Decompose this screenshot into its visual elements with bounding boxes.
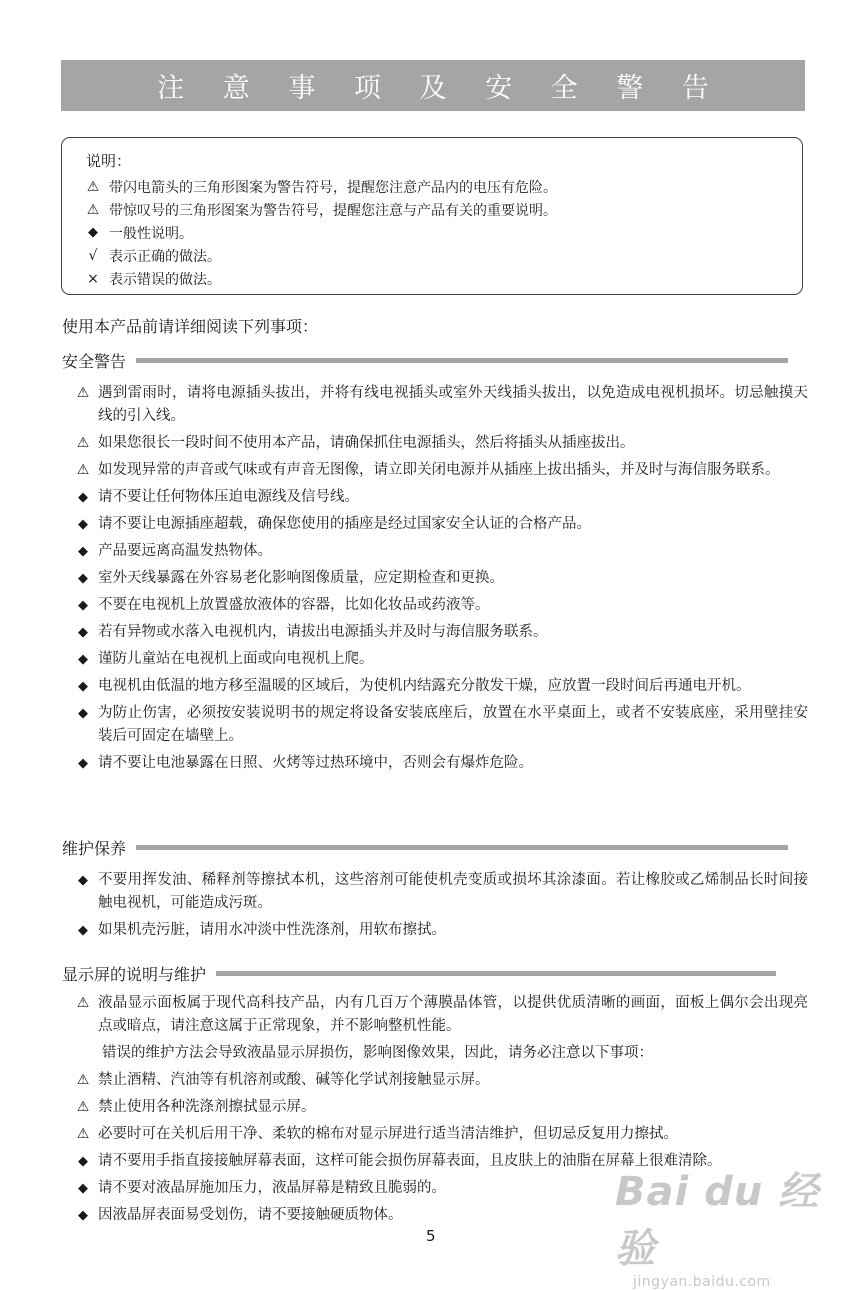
section-title: 维护保养 [62,839,127,858]
list-item [72,869,808,915]
diamond-icon: ◆ [88,225,98,240]
list-item [72,1096,808,1119]
list-item [72,648,808,671]
warning-icon: ⚠ [76,1126,90,1142]
warning-icon: ⚠ [76,995,90,1011]
item-text: 因液晶屏表面易受划伤，请不要接触硬质物体。 [98,1207,403,1223]
list-item [72,594,808,617]
diamond-icon: ◆ [78,923,88,938]
display-list [72,992,808,1231]
list-item [72,540,808,563]
diamond-icon: ◆ [78,1154,88,1169]
list-item [72,382,808,428]
diamond-icon: ◆ [78,652,88,667]
item-text: 禁止酒精、汽油等有机溶剂或酸、碱等化学试剂接触显示屏。 [98,1072,490,1088]
legend-text: 带惊叹号的三角形图案为警告符号，提醒您注意与产品有关的重要说明。 [109,202,557,219]
watermark-logo: Bai du 经验 [615,1169,820,1272]
check-icon: √ [88,247,98,264]
legend-heading: 说明： [86,152,132,170]
diamond-icon: ◆ [78,490,88,505]
list-item [72,919,808,942]
list-item [72,992,808,1038]
list-item [72,1204,808,1227]
legend-text: 表示正确的做法。 [109,248,221,265]
item-text: 电视机由低温的地方移至温暖的区域后，为使机内结露充分散发干燥，应放置一段时间后再通电开机。 [98,678,751,694]
diamond-icon: ◆ [78,598,88,613]
item-text: 请不要让任何物体压迫电源线及信号线。 [98,489,359,505]
section-heading-safety [62,349,788,372]
section-title: 安全警告 [62,352,127,371]
item-text: 若有异物或水落入电视机内，请拔出电源插头并及时与海信服务联系。 [98,624,548,640]
list-item [72,567,808,590]
warning-icon: ⚠ [86,201,100,218]
page-title-bar [61,60,805,111]
diamond-icon: ◆ [78,679,88,694]
item-text: 请不要让电源插座超载，确保您使用的插座是经过国家安全认证的合格产品。 [98,516,591,532]
item-text: 遇到雷雨时，请将电源插头拔出，并将有线电视插头或室外天线插头拔出，以免造成电视机损坏。切忌触摸天线的引入线。 [98,385,808,424]
section-rule [216,971,776,976]
warning-icon: ⚠ [76,1099,90,1115]
watermark-url: jingyan.baidu.com [633,1274,771,1290]
item-text: 不要在电视机上放置盛放液体的容器，比如化妆品或药液等。 [98,597,490,613]
section-title: 显示屏的说明与维护 [62,965,207,984]
section-rule [136,358,788,363]
section-rule [136,845,788,850]
list-item [72,432,808,455]
warning-icon: ⚠ [76,435,90,451]
legend-text: 表示错误的做法。 [109,271,221,288]
warning-icon: ⚠ [86,178,100,195]
diamond-icon: ◆ [78,517,88,532]
warning-icon: ⚠ [76,462,90,478]
section-heading-maintenance [62,836,788,859]
list-item [72,513,808,536]
list-item [72,1123,808,1146]
legend-item [82,267,802,290]
display-note: 错误的维护方法会导致液晶显示屏损伤，影响图像效果，因此，请务必注意以下事项： [102,1045,653,1061]
item-text: 必要时可在关机后用干净、柔软的棉布对显示屏进行适当清洁维护，但切忌反复用力擦拭。 [98,1126,678,1142]
item-text: 如发现异常的声音或气味或有声音无图像，请立即关闭电源并从插座上拔出插头，并及时与海信服务联系。 [98,462,780,478]
maintenance-list [72,869,808,946]
list-item [72,621,808,644]
item-text: 禁止使用各种洗涤剂擦拭显示屏。 [98,1099,316,1115]
diamond-icon: ◆ [78,625,88,640]
list-item [72,752,808,775]
page-title: 注 意 事 项 及 安 全 警 告 [157,73,724,104]
item-text: 请不要用手指直接接触屏幕表面，这样可能会损伤屏幕表面，且皮肤上的油脂在屏幕上很难清除。 [98,1153,722,1169]
legend-item [82,221,802,244]
intro-text: 使用本产品前请详细阅读下列事项： [62,317,319,336]
list-item [72,1177,808,1200]
item-text: 请不要让电池暴露在日照、火烤等过热环境中，否则会有爆炸危险。 [98,755,533,771]
warning-icon: ⚠ [76,1072,90,1088]
safety-list [72,382,808,779]
diamond-icon: ◆ [78,706,88,721]
diamond-icon: ◆ [78,1181,88,1196]
list-item [72,1069,808,1092]
section-heading-display [62,962,776,985]
item-text: 如果您很长一段时间不使用本产品，请确保抓住电源插头，然后将插头从插座拔出。 [98,435,635,451]
legend-item [82,198,802,221]
item-text: 谨防儿童站在电视机上面或向电视机上爬。 [98,651,374,667]
legend-item [82,244,802,267]
list-item [72,459,808,482]
diamond-icon: ◆ [78,873,88,888]
item-text: 室外天线暴露在外容易老化影响图像质量，应定期检查和更换。 [98,570,504,586]
item-text: 产品要远离高温发热物体。 [98,543,272,559]
diamond-icon: ◆ [78,544,88,559]
item-text: 如果机壳污脏，请用水冲淡中性洗涤剂，用软布擦拭。 [98,922,446,938]
list-item [72,1150,808,1173]
item-text: 为防止伤害，必须按安装说明书的规定将设备安装底座后，放置在水平桌面上，或者不安装底座，采用壁挂安装后可固定在墙壁上。 [98,705,808,744]
item-text: 液晶显示面板属于现代高科技产品，内有几百万个薄膜晶体管，以提供优质清晰的画面，面板上偶尔会出现亮点或暗点，请注意这属于正常现象，并不影响整机性能。 [98,995,808,1034]
legend-box [61,137,803,295]
list-item [72,486,808,509]
cross-icon: × [87,270,99,287]
legend-text: 一般性说明。 [109,225,193,242]
legend-text: 带闪电箭头的三角形图案为警告符号，提醒您注意产品内的电压有危险。 [109,179,557,196]
diamond-icon: ◆ [78,571,88,586]
diamond-icon: ◆ [78,756,88,771]
diamond-icon: ◆ [78,1208,88,1223]
list-item [72,702,808,748]
legend-item [82,175,802,198]
item-text: 请不要对液晶屏施加压力，液晶屏幕是精致且脆弱的。 [98,1180,446,1196]
page-number: 5 [426,1227,436,1245]
list-item [72,675,808,698]
item-text: 不要用挥发油、稀释剂等擦拭本机，这些溶剂可能使机壳变质或损坏其涂漆面。若让橡胶或乙烯制品长时间接触电视机，可能造成污斑。 [98,872,808,911]
warning-icon: ⚠ [76,385,90,401]
